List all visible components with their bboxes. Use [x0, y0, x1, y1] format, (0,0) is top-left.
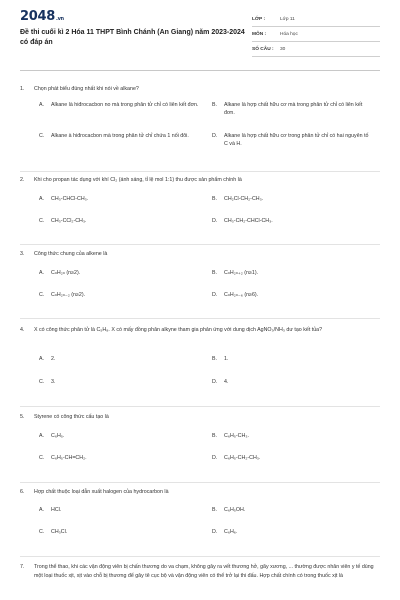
- question-text: [20, 326, 380, 335]
- option-letter: C.: [39, 292, 45, 298]
- exam-title: Đề thi cuối kì 2 Hóa 11 THPT Bình Chánh (An Giang) năm 2023-2024 có đáp án: [20, 29, 245, 46]
- question: [0, 407, 400, 483]
- option-text: CH₃-CH₂-CHCl-CH₃.: [224, 218, 273, 224]
- answer-option[interactable]: [39, 270, 199, 278]
- header-divider: [20, 70, 380, 71]
- question-body: X có công thức phân tử là C₅H₈. X có mấy đồng phân alkyne tham gia phản ứng với dung dịch AgNO₃/NH₃ dư tạo kết tủa?: [34, 327, 323, 333]
- answer-option[interactable]: [39, 379, 199, 387]
- option-text: Alkane à hiđrocacbon mà trong phân tử chỉ chứa 1 nối đôi.: [51, 133, 189, 139]
- question-text: [20, 488, 380, 497]
- option-text: C₆H₅OH.: [224, 507, 246, 513]
- logo-suffix: .vn: [55, 16, 64, 22]
- option-text: CₙH₂ₙ₋₆ (n≥6).: [224, 292, 259, 298]
- meta-value: Hóa học: [280, 31, 298, 37]
- option-text: C₆H₅-CH₂-CH₃.: [224, 455, 261, 461]
- meta-value: Lớp 11: [280, 16, 295, 22]
- option-letter: B.: [212, 507, 218, 513]
- answer-option[interactable]: [212, 133, 372, 148]
- option-letter: C.: [39, 133, 45, 139]
- option-letter: D.: [212, 218, 218, 224]
- option-letter: B.: [212, 102, 218, 108]
- meta-label: MÔN :: [252, 31, 267, 37]
- question-text: [20, 413, 380, 422]
- option-text: Alkane là hợp chất hữu cơ trong phân tử chỉ có hai nguyên tố C và H.: [224, 133, 369, 147]
- question-body: Công thức chung của alkene là: [34, 251, 108, 257]
- answer-option[interactable]: [39, 218, 199, 226]
- answer-option[interactable]: [212, 270, 372, 278]
- option-text: CₙH₂ₙ₊₂ (n≥1).: [224, 270, 259, 276]
- question-number: 6.: [20, 489, 25, 495]
- question-text: [20, 250, 380, 259]
- question-text: [20, 176, 380, 185]
- question: [0, 245, 400, 319]
- answer-option[interactable]: [39, 433, 199, 441]
- question-number: 5.: [20, 414, 25, 420]
- question-number: 3.: [20, 251, 25, 257]
- option-letter: A.: [39, 102, 45, 108]
- document-header: [0, 0, 400, 68]
- option-text: 3.: [51, 379, 56, 385]
- question-body: Trong thể thao, khi các vận động viên bị chấn thương do va chạm, không gây ra vết thương hở, gãy xương, ... thường được nhân viên y tế dùng một loại thuốc xịt, xịt vào chỗ bị thương để gây tê cục bộ và vận động viên có thể trở lại thi đấu. Hợp chất chính có trong thuốc xịt là: [34, 564, 374, 579]
- question-number: 2.: [20, 177, 25, 183]
- answer-option[interactable]: [212, 196, 372, 204]
- option-text: C₆H₆.: [224, 529, 238, 535]
- option-text: 2.: [51, 356, 56, 362]
- answer-option[interactable]: [212, 507, 372, 515]
- answer-option[interactable]: [39, 507, 199, 515]
- answer-option[interactable]: [39, 529, 199, 537]
- option-letter: D.: [212, 292, 218, 298]
- answer-option[interactable]: [212, 455, 372, 463]
- option-letter: C.: [39, 218, 45, 224]
- question-text: [20, 85, 380, 94]
- question-number: 4.: [20, 327, 25, 333]
- question-body: Chọn phát biểu đúng nhất khi nói về alkane?: [34, 86, 139, 92]
- option-letter: D.: [212, 133, 218, 139]
- meta-row-class: [252, 12, 380, 27]
- answer-option[interactable]: [39, 356, 199, 364]
- option-letter: A.: [39, 270, 45, 276]
- meta-label: LỚP :: [252, 16, 266, 22]
- option-text: CH₃-CHCl-CH₃.: [51, 196, 89, 202]
- exam-meta: [252, 12, 380, 57]
- question-text: [20, 563, 380, 580]
- option-text: 4.: [224, 379, 229, 385]
- question: [0, 557, 400, 600]
- option-letter: B.: [212, 270, 218, 276]
- meta-label: SỐ CÂU :: [252, 46, 274, 52]
- option-text: HCl.: [51, 507, 62, 513]
- answer-option[interactable]: [39, 133, 199, 141]
- question-body: Khi cho propan tác dụng với khí Cl₂ (ánh sáng, tỉ lệ mol 1:1) thu được sản phẩm chính là: [34, 177, 242, 183]
- answer-option[interactable]: [212, 433, 372, 441]
- answer-option[interactable]: [212, 529, 372, 537]
- option-text: Alkane là hiđrocacbon no mà trong phân tử chỉ có liên kết đơn.: [51, 102, 199, 108]
- option-text: 1.: [224, 356, 229, 362]
- option-text: C₆H₅-CH₃.: [224, 433, 249, 439]
- option-letter: A.: [39, 196, 45, 202]
- answer-option[interactable]: [39, 455, 199, 463]
- site-logo[interactable]: [20, 9, 64, 24]
- answer-option[interactable]: [212, 102, 372, 117]
- question-body: Hợp chất thuộc loại dẫn xuất halogen của hydrocarbon là: [34, 489, 169, 495]
- option-text: C₆H₅-CH=CH₂.: [51, 455, 87, 461]
- option-text: CH₂Cl-CH₂-CH₃.: [224, 196, 264, 202]
- option-letter: A.: [39, 356, 45, 362]
- meta-row-count: [252, 42, 380, 57]
- option-letter: C.: [39, 455, 45, 461]
- option-text: CₙH₂ₙ₋₂ (n≥2).: [51, 292, 86, 298]
- option-letter: C.: [39, 379, 45, 385]
- meta-row-subject: [252, 27, 380, 42]
- answer-option[interactable]: [39, 102, 199, 110]
- answer-option[interactable]: [39, 292, 199, 300]
- answer-option[interactable]: [212, 356, 372, 364]
- meta-value: 30: [280, 46, 286, 52]
- option-letter: D.: [212, 529, 218, 535]
- question-body: Styrene có công thức cấu tạo là: [34, 414, 109, 420]
- option-letter: D.: [212, 455, 218, 461]
- question-number: 7.: [20, 564, 25, 570]
- question: [0, 483, 400, 557]
- option-letter: B.: [212, 433, 218, 439]
- question: [0, 172, 400, 245]
- option-text: CH₃-CCl₂-CH₃.: [51, 218, 87, 224]
- option-letter: A.: [39, 507, 45, 513]
- option-letter: B.: [212, 196, 218, 202]
- option-text: CₙH₂ₙ (n≥2).: [51, 270, 81, 276]
- logo-text: 2048: [20, 9, 55, 24]
- option-letter: B.: [212, 356, 218, 362]
- option-text: C₆H₅.: [51, 433, 65, 439]
- option-text: Alkane là hợp chất hữu cơ mà trong phân tử chỉ có liên kết đơn.: [224, 102, 363, 116]
- question-number: 1.: [20, 86, 25, 92]
- answer-option[interactable]: [212, 379, 372, 387]
- question: [0, 319, 400, 407]
- question: [0, 80, 400, 172]
- answer-option[interactable]: [212, 292, 372, 300]
- option-text: CH₃Cl.: [51, 529, 68, 535]
- option-letter: D.: [212, 379, 218, 385]
- option-letter: A.: [39, 433, 45, 439]
- option-letter: C.: [39, 529, 45, 535]
- answer-option[interactable]: [212, 218, 372, 226]
- answer-option[interactable]: [39, 196, 199, 204]
